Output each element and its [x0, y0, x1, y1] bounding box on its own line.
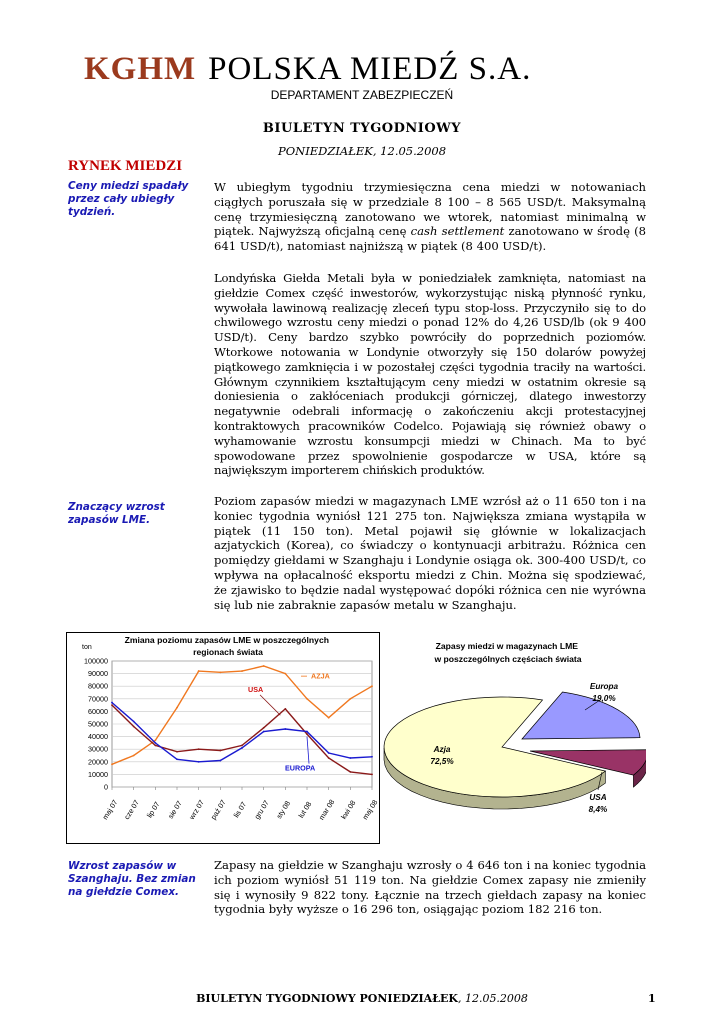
- y-tick-label: 80000: [88, 681, 108, 691]
- department-name: DEPARTAMENT ZABEZPIECZEŃ: [270, 88, 454, 102]
- x-tick-label: mar 08: [316, 797, 337, 822]
- data-point-europa: [111, 702, 113, 704]
- y-tick-label: 10000: [88, 769, 108, 779]
- logo-company-name: POLSKA MIEDŹ S.A.: [208, 51, 532, 87]
- logo-brand: KGHM: [84, 51, 197, 87]
- data-point-azja: [328, 717, 330, 719]
- x-tick-label: paź 07: [208, 798, 228, 822]
- data-point-europa: [306, 731, 308, 733]
- data-point-europa: [198, 761, 200, 763]
- data-point-usa: [328, 757, 330, 759]
- x-tick-label: sie 07: [165, 799, 184, 821]
- data-point-usa: [219, 750, 221, 752]
- footer-date: , 12.05.2008: [457, 992, 528, 1005]
- y-tick-label: 70000: [88, 694, 108, 704]
- data-point-europa: [154, 742, 156, 744]
- pie-slice-europa: [522, 692, 640, 739]
- data-point-europa: [371, 756, 373, 758]
- data-point-usa: [371, 774, 373, 776]
- data-point-europa: [284, 728, 286, 730]
- sidenote-shanghai-stocks: Wzrost zapasów w Szanghaju. Bez zmian na giełdzie Comex.: [68, 860, 196, 898]
- bulletin-date: PONIEDZIAŁEK, 12.05.2008: [277, 144, 447, 158]
- data-point-europa: [133, 721, 135, 723]
- data-point-europa: [241, 747, 243, 749]
- data-point-europa: [263, 731, 265, 733]
- data-point-europa: [328, 752, 330, 754]
- x-tick-label: lip 07: [144, 800, 162, 820]
- series-label-azja: AZJA: [311, 671, 330, 681]
- x-tick-label: gru 07: [252, 798, 271, 821]
- data-point-azja: [154, 739, 156, 741]
- data-point-usa: [154, 745, 156, 747]
- x-tick-label: cze 07: [122, 798, 141, 822]
- paragraph-shanghai-stocks: Zapasy na giełdzie w Szanghaju wzrosły o 4 646 ton i na koniec tygodnia ich poziom wyniósł 51 119 ton. Na giełdzie Comex zapasy nie zmieniły się i wynosiły 9 822 tony. Łącznie na trzech giełdach zapasy na koniec tygodnia były wyższe o 16 296 ton, osiągając poziom 182 216 ton.: [214, 858, 646, 917]
- x-tick-label: wrz 07: [187, 798, 206, 822]
- company-logo: [84, 48, 531, 88]
- data-point-usa: [349, 771, 351, 773]
- y-tick-label: 60000: [88, 706, 108, 716]
- y-tick-label: 0: [104, 782, 108, 792]
- data-point-azja: [349, 698, 351, 700]
- y-tick-label: 100000: [84, 656, 108, 666]
- y-tick-label: 20000: [88, 757, 108, 767]
- data-point-usa: [241, 745, 243, 747]
- pie-value-usa: 8,4%: [588, 805, 608, 814]
- pie-label-usa: USA: [589, 793, 607, 802]
- x-tick-label: lis 07: [231, 800, 249, 820]
- y-tick-label: 40000: [88, 732, 108, 742]
- paragraph-market-news: Londyńska Giełda Metali była w poniedziałek zamknięta, natomiast na giełdzie Comex część inwestorów, wykorzystując niską płynność rynku, wywołała lawinową realizację zleceń typu stop-loss. Przyczyniło się to do chwilowego wzrostu ceny miedzi o ponad 12% do 4,26 USD/lb (ok 9 400 USD/t). Ceny bardzo szybko powróciły do poprzednich poziomów. Wtorkowe notowania w Londynie otworzyły się 150 dolarów powyżej piątkowego zamknięcia i w pozostałej części tygodnia traciły na wartości. Głównym czynnikiem kształtującym ceny miedzi w ostatnim okresie są doniesienia o zakłóceniach produkcji górniczej, dlatego inwestorzy negatywnie odebrali informację o zakończeniu akcji protestacyjnej kontraktowych pracowników Codelco. Pojawiają się również obawy o wyhamowanie wzrostu konsumpcji miedzi w Chinach. Ma to być spowodowane przez spowolnienie gospodarcze w USA, które są największym importerem chińskich produktów.: [214, 271, 646, 478]
- sidenote-lme-stocks: Znaczący wzrost zapasów LME.: [68, 501, 165, 526]
- y-axis-label: ton: [82, 644, 92, 651]
- data-point-usa: [111, 704, 113, 706]
- page-number: 1: [648, 992, 656, 1005]
- chart-title: Zapasy miedzi w magazynach LME w poszczególnych częściach świata: [434, 641, 582, 664]
- sidenote-prices: Ceny miedzi spadały przez cały ubiegły tydzień.: [68, 180, 189, 218]
- pie-value-europa: 19,0%: [592, 694, 616, 703]
- data-point-azja: [176, 707, 178, 709]
- y-tick-label: 50000: [88, 719, 108, 729]
- pie-value-azja: 72,5%: [430, 757, 454, 766]
- bulletin-title: BIULETYN TYGODNIOWY: [262, 121, 462, 136]
- data-point-azja: [219, 671, 221, 673]
- pie-chart-lme-stocks: [380, 632, 646, 844]
- data-point-europa: [219, 760, 221, 762]
- cash-settlement-term: cash settlement: [410, 224, 505, 239]
- data-point-azja: [133, 755, 135, 757]
- x-tick-label: kwi 08: [338, 798, 358, 821]
- data-point-usa: [198, 748, 200, 750]
- line-chart-lme-regions: [66, 632, 380, 844]
- x-tick-label: lut 08: [296, 799, 314, 820]
- data-point-europa: [349, 757, 351, 759]
- data-point-azja: [241, 670, 243, 672]
- data-point-azja: [371, 685, 373, 687]
- paragraph-lme-stocks: Poziom zapasów miedzi w magazynach LME wzrósł aż o 11 650 ton i na koniec tygodnia wyniósł 121 275 ton. Największa zmiana wystąpiła w piątek (11 150 ton). Metal pojawił się głównie w lokalizacjach azjatyckich (Korea), co świadczy o kontynuacji arbitrażu. Różnica cen pomiędzy giełdami w Szanghaju i Londynie osiąga ok. 300-400 USD/t, co wpływa na opłacalność eksportu miedzi z Chin. Można się spodziewać, że zjawisko to będzie nadal występować dopóki różnica cen nie wyrówna się lub nie zabraknie zapasów metalu w Szanghaju.: [214, 494, 646, 612]
- chart-title: Zmiana poziomu zapasów LME w poszczególnych regionach świata: [124, 635, 329, 657]
- y-tick-label: 90000: [88, 669, 108, 679]
- data-point-azja: [198, 670, 200, 672]
- data-point-usa: [263, 727, 265, 729]
- pie-label-europa: Europa: [589, 682, 619, 691]
- footer-title: BIULETYN TYGODNIOWY PONIEDZIAŁEK: [196, 992, 458, 1005]
- series-label-europa: EUROPA: [285, 763, 316, 773]
- data-point-usa: [133, 726, 135, 728]
- data-point-usa: [306, 733, 308, 735]
- x-tick-label: sty 08: [274, 799, 293, 821]
- paragraph-prices: W ubiegłym tygodniu trzymiesięczna cena miedzi w notowaniach ciągłych poruszała się w przedziale 8 100 – 8 565 USD/t. Maksymalną cenę trzymiesięczną zanotowano we wtorek, natomiast minimalną w piątek. Najwyższą oficjalną cenę cash settlement zanotowano w środę (8 641 USD/t), natomiast najniższą w piątek (8 400 USD/t).: [214, 180, 647, 254]
- data-point-usa: [176, 751, 178, 753]
- series-label-usa: USA: [248, 684, 264, 694]
- data-point-azja: [111, 763, 113, 765]
- y-tick-label: 30000: [88, 744, 108, 754]
- data-point-azja: [284, 673, 286, 675]
- data-point-azja: [306, 698, 308, 700]
- pie-label-azja: Azja: [433, 745, 451, 754]
- data-point-azja: [263, 665, 265, 667]
- data-point-usa: [284, 708, 286, 710]
- section-title: RYNEK MIEDZI: [68, 158, 183, 174]
- x-tick-label: maj 07: [100, 798, 120, 822]
- data-point-europa: [176, 758, 178, 760]
- x-tick-label: maj 08: [360, 798, 380, 822]
